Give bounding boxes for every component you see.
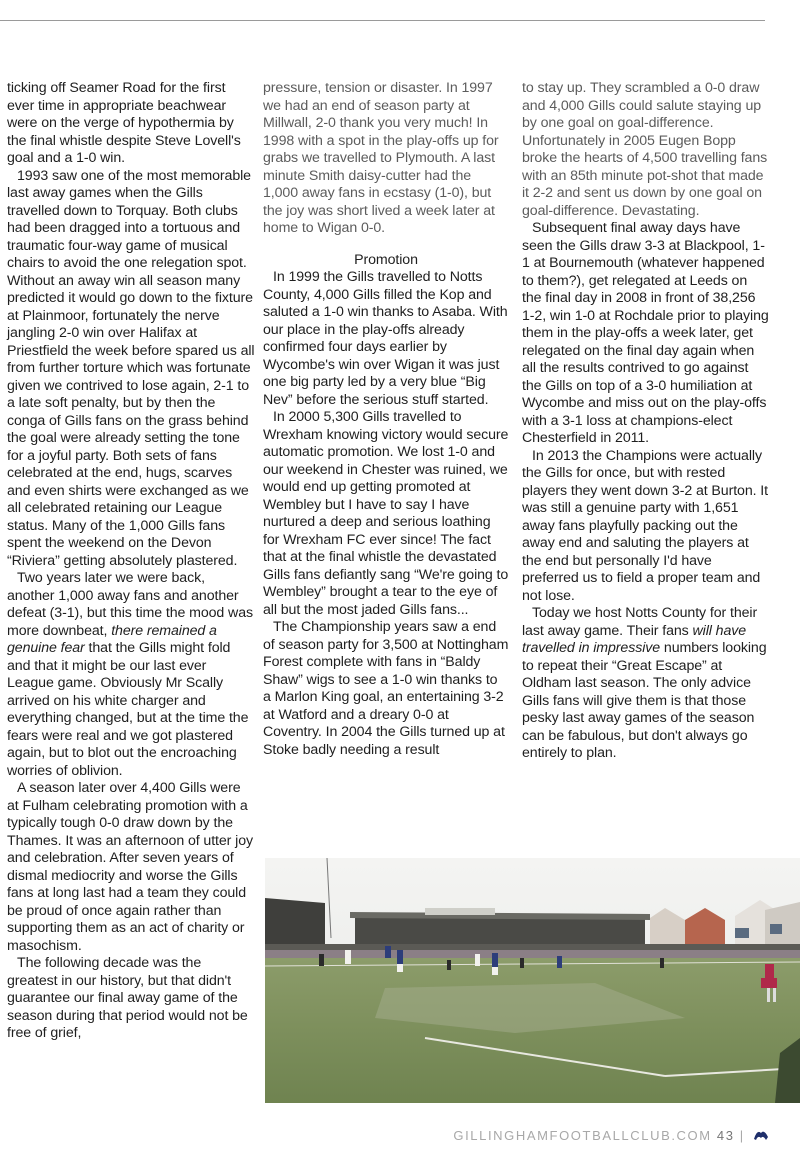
paragraph [7,570,255,780]
text-run: Today we host Notts County for their last away game. Their fans [522,605,758,639]
column-3 [522,80,770,763]
paragraph [522,605,770,763]
paragraph: In 2013 the Champions were actually the Gills for once, but with rested players they went down 3-2 at Burton. It was still a genuine party with 1,651 away fans playfully packing out the away end and saluting the players at the end but personally I'd have preferred us to field a proper team and not lose. [522,447,768,604]
stadium-photo [265,858,800,1103]
footer-site: GILLINGHAMFOOTBALLCLUB.COM [453,1128,712,1143]
stadium-photo-image [265,858,800,1103]
italic-run: will have travelled in impressive [522,622,747,656]
paragraph: pressure, tension or disaster. In 1997 we had an end of season party at Millwall, 2-0 thank you very much! In 1998 with a spot in the play-offs up for grabs we travelled to Plymouth. A last minute Smith daisy-cutter had the 1,000 away fans in ecstasy (1-0), but the joy was short lived a week later at home to Wigan 0-0. [263,80,499,236]
page-footer [453,1127,770,1146]
text-run: numbers looking to repeat their “Great Escape” at Oldham last season. The only advice Gills fans will give them is that those pesky last away games of the season can be fabulous, but don't always go entirely to plan. [522,640,767,761]
paragraph: In 2000 5,300 Gills travelled to Wrexham knowing victory would secure automatic promotion. We lost 1-0 and our weekend in Chester was ruined, we would end up getting promoted at Wembley but I have to say I have nurtured a deep and serious loathing for Wrexham FC ever since! The fact that at the final whistle the devastated Gills fans defiantly sang “We're going to Wembley” brought a tear to the eye of all but the most jaded Gills fans... [263,409,509,618]
paragraph: The following decade was the greatest in our history, but that didn't guarantee our final away game of the season during that period would not be free of grief, [7,955,248,1041]
paragraph: 1993 saw one of the most memorable last away games when the Gills travelled down to Torquay. Both clubs had been dragged into a tortuous and traumatic four-way game of musical chairs to avoid the one relegation spot. Without an away win all season many predicted it would go down to the fixture at Plainmoor, fortunately the nerve jangling 2-0 win over Halifax at Priestfield the week before spared us all from further torture which was fortunate given we contrived to lose again, 2-1 to a late soft penalty, but by then the conga of Gills fans on the grass behind the goal were already setting the tone for a joyful party. Both sets of fans celebrated at the end, hugs, scarves and even shirts were exchanged as we all celebrated retaining our League status. Many of the 1,000 Gills fans spent the weekend on the Devon “Riviera” getting absolutely plastered. [7,167,255,569]
column-2 [263,80,509,759]
paragraph: Subsequent final away days have seen the Gills draw 3-3 at Blackpool, 1-1 at Bournemouth (whatever happened to them?), get relegated at Leeds on the final day in 2008 in front of 38,256 1-2, win 1-0 at Rochdale prior to playing them in the play-offs a week later, get relegated on the final day again when all the results contrived to go against the Gills on top of a 3-0 humiliation at Wycombe and miss out on the play-offs with a 3-1 loss at champions-elect Chesterfield in 2011. [522,220,769,446]
top-rule [0,20,765,21]
italic-run: there remained a genuine fear [7,622,217,656]
text-run: Two years later we were back, another 1,000 away fans and another defeat (3-1), but this time the mood was more downbeat, [7,570,253,639]
paragraph: to stay up. They scrambled a 0-0 draw and 4,000 Gills could salute staying up by one goal on goal-difference. Unfortunately in 2005 Eugen Bopp broke the hearts of 4,500 travelling fans with an 85th minute pot-shot that made it 2-2 and sent us down by one goal on goal-difference. Devastating. [522,80,768,219]
paragraph: The Championship years saw a end of season party for 3,500 at Nottingham Forest complete with fans in “Baldy Shaw” wigs to see a 1-0 win thanks to a Marlon King goal, an entertaining 3-2 at Watford and a dreary 0-0 at Coventry. In 2004 the Gills turned up at Stoke badly needing a result [263,619,509,758]
club-logo-icon [752,1127,770,1146]
column-1 [7,80,255,1043]
paragraph: In 1999 the Gills travelled to Notts County, 4,000 Gills filled the Kop and saluted a 1-0 win thanks to Asaba. With our place in the play-offs already confirmed four days earlier by Wycombe's win over Wigan it was just one big party led by a very blue “Big Nev” before the serious stuff started. [263,269,508,408]
page-number: 43 [716,1128,735,1143]
paragraph: ticking off Seamer Road for the first ever time in appropriate beachwear were on the verge of hypothermia by the final whistle despite Steve Lovell's goal and a 1-0 win. [7,80,241,166]
footer-separator: | [739,1128,745,1143]
paragraph: A season later over 4,400 Gills were at Fulham celebrating promotion with a typically tough 0-0 draw down by the Thames. It was an afternoon of utter joy and celebration. After seven years of dismal mediocrity and worse the Gills fans at long last had a team they could be proud of once again rather than supporting them as an act of charity or masochism. [7,780,253,954]
text-run: that the Gills might fold and that it might be our last ever League game. Obviously Mr Scally arrived on his white charger and everything changed, but at the time the fears were real and we got plastered again, but to blot out the encroaching worries of oblivion. [7,640,249,779]
section-heading: Promotion [354,251,418,268]
